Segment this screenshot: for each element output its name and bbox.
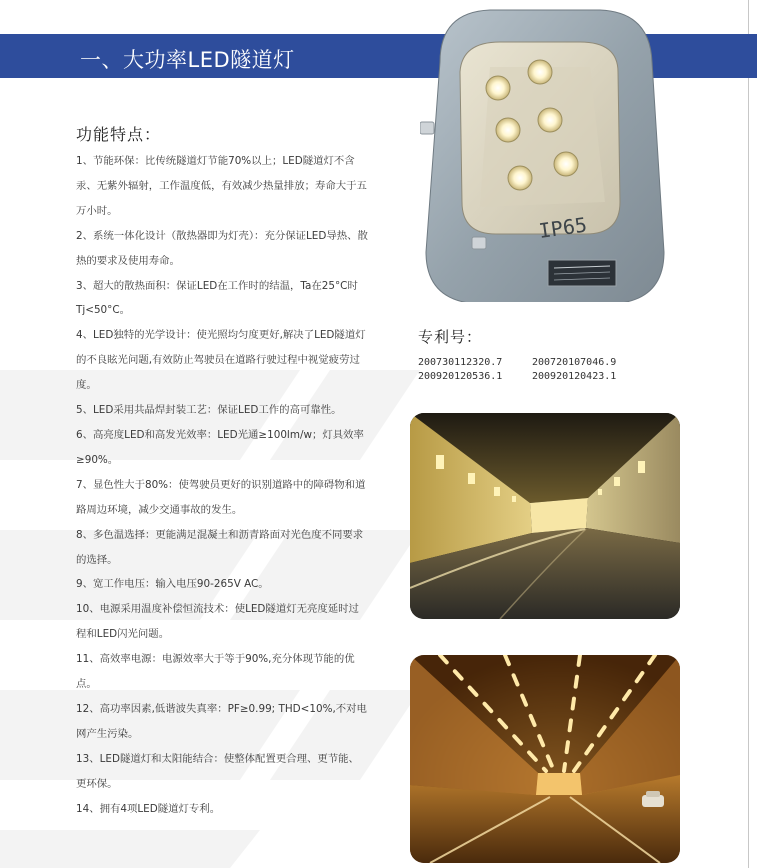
feature-item: 3、超大的散热面积：保证LED在工作时的结温，Ta在25°C时Tj<50°C。	[76, 279, 358, 317]
feature-item: 2、系统一体化设计（散热器即为灯壳）：充分保证LED导热、散热的要求及使用寿命。	[76, 229, 368, 267]
tunnel-photo-ceiling-lights	[410, 655, 680, 863]
patent-number: 200720107046.9	[532, 357, 617, 368]
feature-item: 5、LED采用共晶焊封装工艺：保证LED工作的高可靠性。	[76, 404, 342, 417]
feature-item: 9、宽工作电压：输入电压90-265V AC。	[76, 578, 269, 591]
feature-item: 8、多色温选择：更能满足混凝土和沥青路面对光色度不同要求的选择。	[76, 528, 364, 566]
patent-heading: 专利号：	[418, 328, 483, 346]
ip-rating-label: IP65	[537, 212, 589, 243]
led-tunnel-lamp-icon	[420, 2, 670, 302]
feature-item: 14、拥有4项LED隧道灯专利。	[76, 802, 221, 815]
feature-item: 10、电源采用温度补偿恒流技术：使LED隧道灯无亮度延时过程和LED闪光问题。	[76, 603, 359, 641]
page-title: 一、大功率LED隧道灯	[80, 48, 295, 72]
feature-item: 12、高功率因素,低谐波失真率：PF≥0.99; THD<10%,不对电网产生污染。	[76, 702, 367, 740]
patent-number: 200920120536.1	[418, 371, 503, 382]
feature-item: 6、高亮度LED和高发光效率：LED光通≥100lm/w；灯具效率≥90%。	[76, 428, 364, 466]
patent-number: 200920120423.1	[532, 371, 617, 382]
patent-number-grid	[418, 357, 658, 382]
features-list	[76, 149, 368, 821]
feature-item: 11、高效率电源：电源效率大于等于90%,充分体现节能的优点。	[76, 653, 355, 691]
feature-item: 1、节能环保：比传统隧道灯节能70%以上；LED隧道灯不含汞、无紫外辐射，工作温度低，有效减少热量排放；寿命大于五万小时。	[76, 155, 367, 217]
feature-item: 7、显色性大于80%：使驾驶员更好的识别道路中的障碍物和道路周边环境，减少交通事故的发生。	[76, 478, 366, 516]
feature-item: 4、LED独特的光学设计：使光照均匀度更好,解决了LED隧道灯的不良眩光问题,有效防止驾驶员在道路行驶过程中视觉疲劳过度。	[76, 329, 366, 392]
patent-number: 200730112320.7	[418, 357, 503, 368]
tunnel-photo-wall-lights	[410, 413, 680, 619]
page-edge-rule	[748, 0, 749, 868]
feature-item: 13、LED隧道灯和太阳能结合：使整体配置更合理、更节能、更环保。	[76, 752, 359, 790]
features-heading: 功能特点：	[76, 125, 162, 144]
